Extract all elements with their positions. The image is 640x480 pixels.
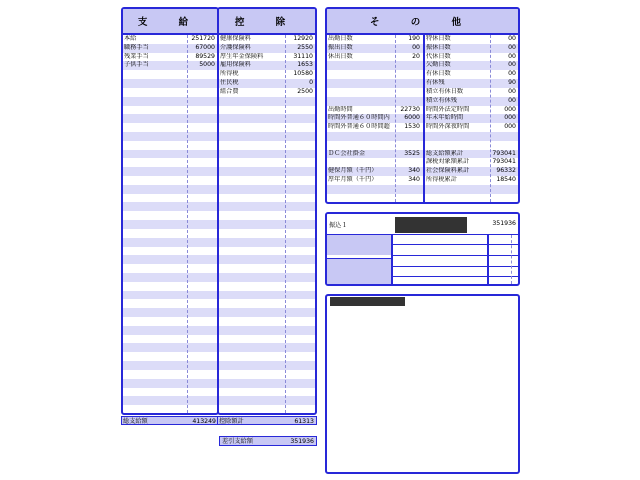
row-value: 190 [408,35,420,42]
row-value: 1653 [297,61,313,69]
column-divider [187,35,188,413]
table-row [219,335,315,344]
row-label: 厚年月額（千円） [328,176,378,183]
table-row [123,299,217,308]
row-value: 89529 [195,52,215,60]
row-value: 12920 [293,35,313,42]
table-row [123,114,217,123]
table-row [219,264,315,273]
row-label: 出勤日数 [328,35,353,42]
deduction-total-row [217,416,317,425]
table-row [219,238,315,247]
row-value: 20 [412,52,420,60]
row-value: 22730 [400,105,420,113]
row-label: 振出日数 [328,43,353,51]
row-label: 介護保険料 [220,43,251,51]
table-row [219,308,315,317]
row-label: 所得税累計 [426,176,457,183]
grid-line [393,255,518,256]
row-value: 10580 [293,70,313,78]
table-row [123,229,217,238]
row-label: ＤＣ会社掛金 [328,149,366,157]
deduction-rows [219,35,315,414]
table-row [219,194,315,203]
row-label: 子供手当 [124,61,149,69]
grid-line [393,244,518,245]
table-row [219,396,315,405]
row-value: 340 [408,167,420,175]
row-label: 社会保険料累計 [426,167,470,175]
column-divider [490,35,491,202]
pay-rows [123,35,217,414]
row-label: 積立有休日数 [426,87,464,95]
deduction-total-value: 61313 [294,418,314,425]
table-row [219,405,315,414]
table-row [219,202,315,211]
table-row [123,53,217,62]
table-row [123,158,217,167]
row-label: 課税対象額累計 [426,158,470,166]
row-value: 793041 [492,158,516,166]
row-value: 5000 [199,61,215,69]
table-row [219,282,315,291]
table-row [123,220,217,229]
row-value: 0 [309,79,313,87]
pay-total-value: 413249 [192,418,216,425]
table-row [123,185,217,194]
table-row [219,361,315,370]
table-row [219,291,315,300]
table-row [219,299,315,308]
table-row [219,273,315,282]
row-value: 00 [508,52,516,60]
row-value: 31110 [293,52,313,60]
row-value: 00 [508,87,516,95]
table-row [219,317,315,326]
table-row [123,141,217,150]
table-row [123,79,217,88]
row-value: 00 [508,43,516,51]
bank-transfer-label: 振込１ [329,222,348,229]
other-panel [325,7,520,204]
net-pay-label: 差引支給額 [222,438,253,445]
row-value: 67000 [195,43,215,51]
row-value: 340 [408,176,420,183]
table-row [123,176,217,185]
row-value: 793041 [492,149,516,157]
row-label: 厚生年金保険料 [220,52,264,60]
row-label: 本給 [124,35,137,42]
redacted-memo-text [330,297,405,306]
table-row [219,379,315,388]
row-label: 雇用保険料 [220,61,251,69]
table-row [123,388,217,397]
table-row [219,255,315,264]
table-row [219,352,315,361]
table-row [219,158,315,167]
column-divider [285,35,286,413]
table-row [123,370,217,379]
row-value: 00 [508,35,516,42]
table-row [123,282,217,291]
table-row [219,53,315,62]
table-row [123,35,217,44]
table-row [123,167,217,176]
table-row [219,132,315,141]
table-row [219,61,315,70]
table-row [123,106,217,115]
row-label: 健保月額（千円） [328,167,378,175]
bank-transfer-value: 351936 [492,220,516,227]
table-row [123,317,217,326]
table-row [123,264,217,273]
row-value: 00 [412,43,420,51]
grid-line [393,276,518,277]
table-row [123,396,217,405]
table-row [123,343,217,352]
table-row [219,370,315,379]
row-label: 有休日数 [426,70,451,78]
row-value: 251720 [191,35,215,42]
pay-total-label: 総支給額 [123,418,148,425]
row-value: 00 [508,96,516,104]
pay-header: 支 給 [123,9,217,35]
table-row [219,44,315,53]
redacted-bank-name [395,217,467,233]
row-label: 健康保険料 [220,35,251,42]
row-label: 時間外普通６０時間超 [328,123,390,131]
table-row [219,114,315,123]
table-row [123,335,217,344]
bank-panel [325,212,520,286]
deduction-header: 控 除 [219,9,315,35]
row-label: 時間外深夜時間 [426,123,470,131]
table-row [219,326,315,335]
table-row [123,211,217,220]
row-label: 代休日数 [426,52,451,60]
column-divider [395,35,396,202]
table-row [219,229,315,238]
row-label: 時間外法定時間 [426,105,470,113]
grid-line [327,258,391,259]
table-row [123,202,217,211]
table-row [123,352,217,361]
table-row [219,211,315,220]
table-row [219,70,315,79]
other-column-divider [423,35,425,202]
table-row [219,150,315,159]
table-row [219,167,315,176]
table-row [123,132,217,141]
table-row [123,88,217,97]
row-label: 欠勤日数 [426,61,451,69]
row-label: 有休残 [426,79,445,87]
bank-left-light [327,235,391,255]
pay-total-row [121,416,219,425]
row-value: 2500 [297,87,313,95]
table-row [219,123,315,132]
row-value: 96332 [496,167,516,175]
row-label: 組合費 [220,87,239,95]
table-row [219,176,315,185]
net-pay-value: 351936 [290,438,314,445]
table-row [123,44,217,53]
table-row [123,273,217,282]
column-divider [511,235,512,284]
row-value: 3525 [404,149,420,157]
row-label: 職務手当 [124,43,149,51]
row-label: 時間外普通６０時間内 [328,114,390,122]
row-value: 18540 [496,176,516,183]
table-row [123,238,217,247]
table-row [123,247,217,256]
table-row [219,106,315,115]
table-row [123,308,217,317]
row-label: 所得税 [220,70,239,78]
memo-panel [325,294,520,474]
table-row [123,150,217,159]
row-label: 積立有休残 [426,96,457,104]
table-row [123,361,217,370]
table-row [123,379,217,388]
table-row [123,70,217,79]
table-row [219,79,315,88]
table-row [123,123,217,132]
row-value: 00 [508,61,516,69]
row-label: 残業手当 [124,52,149,60]
row-value: 6000 [404,114,420,122]
row-label: 出勤時間 [328,105,353,113]
other-header: そ の 他 [327,9,518,35]
row-label: 住民税 [220,79,239,87]
pay-panel [121,7,219,415]
table-row [123,255,217,264]
row-value: 000 [504,123,516,131]
table-row [123,405,217,414]
table-row [219,185,315,194]
row-label: 総支給額累計 [426,149,464,157]
table-row [123,97,217,106]
table-row [219,35,315,44]
table-row [123,61,217,70]
table-row [123,326,217,335]
table-row [219,343,315,352]
grid-line [393,266,518,267]
table-row [219,388,315,397]
row-value: 000 [504,114,516,122]
row-label: 振休日数 [426,43,451,51]
deduction-panel [217,7,317,415]
table-row [219,220,315,229]
row-value: 000 [504,105,516,113]
row-label: 特休日数 [426,35,451,42]
table-row [123,194,217,203]
row-value: 1530 [404,123,420,131]
row-value: 00 [508,70,516,78]
table-row [219,88,315,97]
table-row [219,97,315,106]
row-value: 2550 [297,43,313,51]
table-row [123,291,217,300]
row-label: 休出日数 [328,52,353,60]
deduction-total-label: 控除額計 [219,418,244,425]
row-label: 年末年始時間 [426,114,464,122]
table-row [219,141,315,150]
table-row [219,247,315,256]
row-value: 90 [508,79,516,87]
net-pay-row [219,436,317,446]
